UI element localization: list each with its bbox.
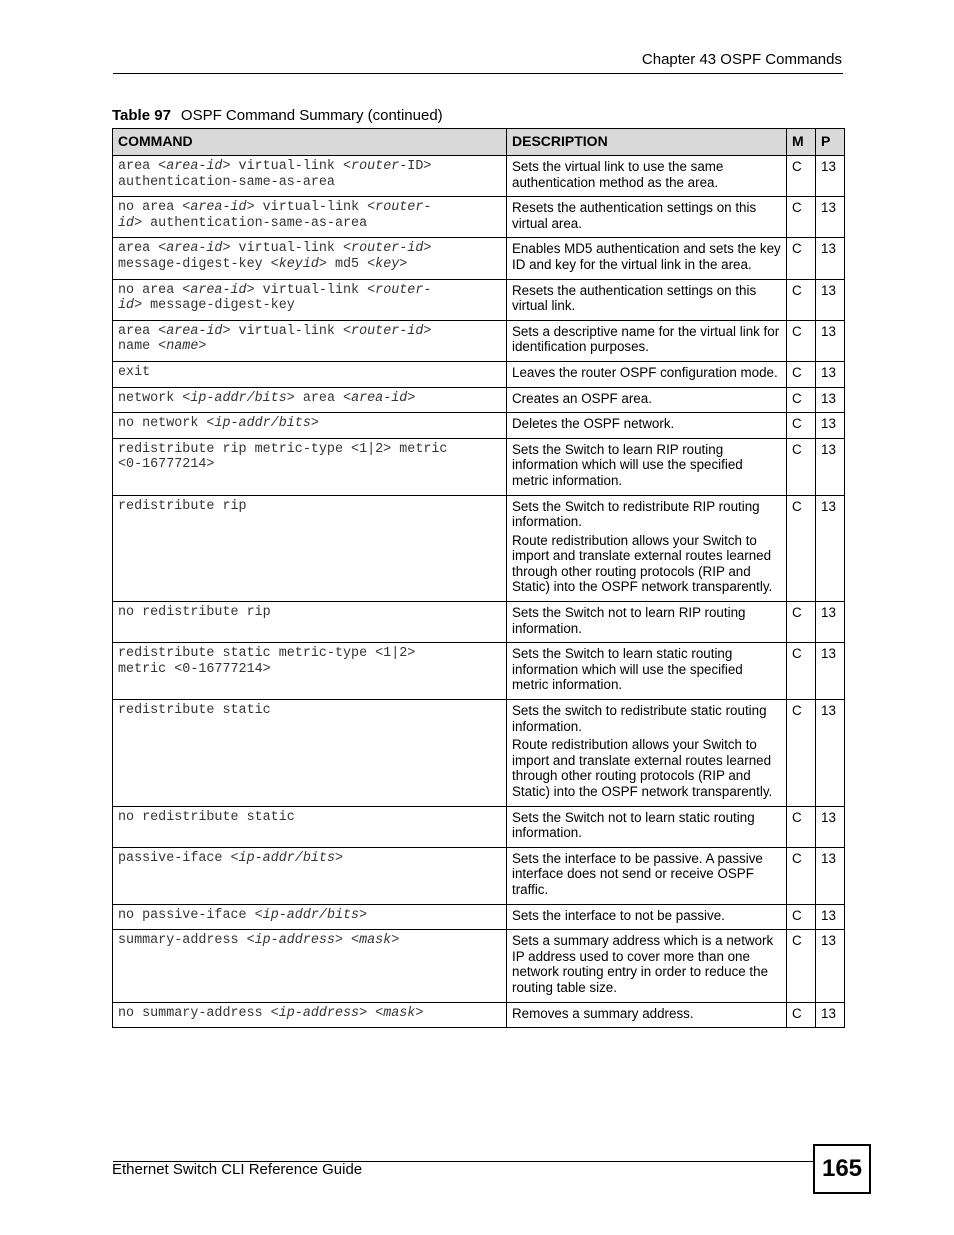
- command-text: redistribute rip: [118, 498, 247, 514]
- description-paragraph: Sets the virtual link to use the same authentication method as the area.: [512, 159, 724, 190]
- command-text: > virtual-link <: [246, 282, 376, 298]
- command-text: > <: [359, 1005, 384, 1021]
- description-cell: [507, 1002, 787, 1028]
- command-text: no network <: [118, 416, 215, 432]
- description-cell: [507, 279, 787, 320]
- description-cell: [507, 495, 787, 602]
- command-cell: [113, 361, 507, 387]
- command-parameter: area-id: [190, 282, 247, 298]
- command-text: no redistribute static: [118, 809, 295, 825]
- column-header-description: DESCRIPTION: [507, 129, 787, 156]
- command-cell: [113, 279, 507, 320]
- command-parameter: router-id: [351, 241, 424, 257]
- command-cell: [113, 320, 507, 361]
- table-row: [113, 930, 845, 1002]
- table-row: [113, 495, 845, 602]
- command-text: no passive-iface <: [118, 907, 263, 923]
- table-row: [113, 197, 845, 238]
- command-cell: [113, 438, 507, 495]
- command-parameter: mask: [383, 1005, 416, 1021]
- command-text: > <: [334, 933, 360, 949]
- description-paragraph: Sets the interface to be passive. A passive interface does not send or receive OSPF traffic.: [512, 850, 763, 897]
- command-cell: [113, 197, 507, 238]
- command-cell: [113, 495, 507, 602]
- mode-cell: C: [787, 413, 816, 439]
- privilege-cell: 13: [816, 904, 845, 930]
- command-parameter: name: [166, 339, 199, 355]
- description-paragraph: Sets the Switch to learn RIP routing information which will use the specified metric information.: [512, 441, 743, 488]
- privilege-cell: 13: [816, 806, 845, 847]
- command-text: no area <: [118, 200, 191, 216]
- command-cell: [113, 156, 507, 197]
- command-text: exit: [118, 364, 151, 380]
- description-paragraph: Route redistribution allows your Switch to import and translate external routes learned through other routing protocols (RIP and Static) into the OSPF network transparently.: [512, 737, 773, 799]
- privilege-cell: 13: [816, 1002, 845, 1028]
- command-text: area <: [118, 159, 167, 174]
- command-text: network <: [118, 390, 191, 406]
- table-row: [113, 320, 845, 361]
- command-text: > virtual-link <: [222, 241, 352, 257]
- command-cell: [113, 847, 507, 904]
- command-parameter: router- id: [118, 282, 432, 314]
- description-cell: [507, 806, 787, 847]
- privilege-cell: 13: [816, 643, 845, 700]
- mode-cell: C: [787, 930, 816, 1002]
- description-paragraph: Enables MD5 authentication and sets the key ID and key for the virtual link in the area.: [512, 241, 781, 272]
- description-cell: [507, 387, 787, 413]
- table-caption-text: OSPF Command Summary (continued): [180, 107, 443, 124]
- command-text: > virtual-link <: [222, 159, 352, 174]
- description-cell: [507, 197, 787, 238]
- description-paragraph: Sets the Switch to learn static routing information which will use the specified metric information.: [512, 646, 743, 693]
- description-cell: [507, 361, 787, 387]
- command-text: no summary-address <: [118, 1005, 279, 1021]
- privilege-cell: 13: [816, 361, 845, 387]
- table-row: [113, 847, 845, 904]
- description-paragraph: Creates an OSPF area.: [512, 390, 652, 406]
- table-row: [113, 387, 845, 413]
- description-paragraph: Sets the Switch not to learn static routing information.: [512, 809, 755, 841]
- command-parameter: ip-address: [254, 933, 335, 949]
- mode-cell: C: [787, 495, 816, 602]
- command-text: summary-address <: [118, 933, 255, 949]
- table-row: [113, 156, 845, 197]
- command-cell: [113, 413, 507, 439]
- command-text: >: [334, 850, 344, 866]
- command-parameter: router: [351, 159, 400, 174]
- command-parameter: mask: [359, 933, 392, 949]
- command-parameter: ip-addr/bits: [262, 907, 360, 923]
- privilege-cell: 13: [816, 387, 845, 413]
- command-text: > message-digest-key: [134, 298, 295, 314]
- description-paragraph: Deletes the OSPF network.: [512, 416, 675, 432]
- description-paragraph: Sets the switch to redistribute static routing information.: [512, 703, 767, 734]
- command-cell: [113, 904, 507, 930]
- description-paragraph: Sets the Switch not to learn RIP routing information.: [512, 605, 746, 636]
- command-text: no redistribute rip: [118, 605, 271, 621]
- mode-cell: C: [787, 438, 816, 495]
- table-body: [113, 156, 845, 1028]
- description-paragraph: Route redistribution allows your Switch to import and translate external routes learned through other routing protocols (RIP and Static) into the OSPF network transparently.: [512, 532, 773, 595]
- privilege-cell: 13: [816, 279, 845, 320]
- privilege-cell: 13: [816, 930, 845, 1002]
- command-text: redistribute static metric-type <1|2> metric <0-16777214>: [118, 646, 416, 677]
- command-text: > md5 <: [318, 256, 376, 272]
- table-row: [113, 643, 845, 700]
- privilege-cell: 13: [816, 197, 845, 238]
- mode-cell: C: [787, 238, 816, 279]
- table-row: [113, 413, 845, 439]
- description-cell: [507, 413, 787, 439]
- command-text: >: [359, 907, 368, 923]
- mode-cell: C: [787, 279, 816, 320]
- mode-cell: C: [787, 387, 816, 413]
- command-parameter: keyid: [278, 256, 319, 272]
- mode-cell: C: [787, 1002, 816, 1028]
- description-paragraph: Leaves the router OSPF configuration mode.: [512, 364, 778, 380]
- privilege-cell: 13: [816, 238, 845, 279]
- command-summary-table: [112, 128, 845, 1028]
- mode-cell: C: [787, 602, 816, 643]
- command-parameter: ip-addr/bits: [214, 416, 311, 432]
- column-header-p: P: [816, 129, 845, 156]
- description-cell: [507, 700, 787, 807]
- command-text: > virtual-link <: [246, 200, 376, 216]
- command-cell: [113, 643, 507, 700]
- description-cell: [507, 904, 787, 930]
- privilege-cell: 13: [816, 495, 845, 602]
- description-cell: [507, 156, 787, 197]
- table-header-row: [113, 129, 845, 156]
- command-text: > virtual-link <: [222, 323, 352, 339]
- command-text: -ID> authentication-same-as-area: [118, 159, 432, 190]
- table-caption: [112, 107, 443, 124]
- command-parameter: area-id: [190, 200, 247, 216]
- description-paragraph: Sets a descriptive name for the virtual link for identification purposes.: [512, 323, 780, 355]
- description-paragraph: Sets a summary address which is a network IP address used to cover more than one network routing entry in order to reduce the routing table size.: [512, 933, 774, 995]
- command-text: > name <: [118, 323, 432, 355]
- command-parameter: area-id: [351, 390, 408, 406]
- command-text: > area <: [286, 390, 352, 406]
- command-cell: [113, 930, 507, 1002]
- header-rule: [113, 73, 843, 74]
- mode-cell: C: [787, 904, 816, 930]
- privilege-cell: 13: [816, 438, 845, 495]
- command-parameter: router-id: [351, 323, 424, 339]
- column-header-command: COMMAND: [113, 129, 507, 156]
- description-paragraph: Sets the interface to not be passive.: [512, 907, 725, 923]
- table-row: [113, 806, 845, 847]
- command-cell: [113, 1002, 507, 1028]
- column-header-m: M: [787, 129, 816, 156]
- description-paragraph: Sets the Switch to redistribute RIP routing information.: [512, 498, 760, 530]
- table-caption-label: Table 97: [112, 107, 171, 124]
- page-number: 165: [813, 1144, 871, 1194]
- mode-cell: C: [787, 197, 816, 238]
- command-parameter: ip-addr/bits: [238, 850, 335, 866]
- table-row: [113, 361, 845, 387]
- privilege-cell: 13: [816, 700, 845, 807]
- table-row: [113, 700, 845, 807]
- command-text: redistribute rip metric-type <1|2> metric <0-16777214>: [118, 441, 448, 473]
- mode-cell: C: [787, 847, 816, 904]
- command-cell: [113, 806, 507, 847]
- mode-cell: C: [787, 156, 816, 197]
- description-cell: [507, 320, 787, 361]
- guide-title: Ethernet Switch CLI Reference Guide: [112, 1161, 363, 1178]
- command-text: >: [198, 339, 207, 355]
- privilege-cell: 13: [816, 602, 845, 643]
- mode-cell: C: [787, 320, 816, 361]
- command-text: area <: [118, 241, 167, 257]
- command-parameter: router- id: [118, 200, 432, 231]
- command-text: passive-iface <: [118, 850, 239, 866]
- mode-cell: C: [787, 806, 816, 847]
- description-cell: [507, 930, 787, 1002]
- chapter-title: Chapter 43 OSPF Commands: [641, 51, 842, 68]
- mode-cell: C: [787, 700, 816, 807]
- privilege-cell: 13: [816, 156, 845, 197]
- description-cell: [507, 643, 787, 700]
- table-row: [113, 238, 845, 279]
- command-parameter: area-id: [166, 241, 223, 257]
- privilege-cell: 13: [816, 413, 845, 439]
- command-cell: [113, 700, 507, 807]
- description-paragraph: Resets the authentication settings on this virtual area.: [512, 200, 757, 231]
- description-cell: [507, 438, 787, 495]
- command-parameter: ip-address: [278, 1005, 360, 1021]
- command-parameter: ip-addr/bits: [190, 390, 287, 406]
- command-cell: [113, 387, 507, 413]
- command-text: >: [391, 933, 400, 949]
- privilege-cell: 13: [816, 320, 845, 361]
- command-text: > authentication-same-as-area: [134, 215, 368, 231]
- command-text: >: [310, 416, 319, 432]
- command-cell: [113, 238, 507, 279]
- command-text: >: [415, 1005, 424, 1021]
- table-row: [113, 1002, 845, 1028]
- command-parameter: area-id: [166, 323, 223, 339]
- table-row: [113, 279, 845, 320]
- description-paragraph: Resets the authentication settings on this virtual link.: [512, 282, 757, 314]
- command-text: >: [407, 390, 416, 406]
- table-row: [113, 602, 845, 643]
- command-text: >: [399, 256, 408, 272]
- description-cell: [507, 238, 787, 279]
- command-text: area <: [118, 323, 167, 339]
- description-cell: [507, 602, 787, 643]
- command-text: > message-digest-key <: [118, 241, 432, 272]
- command-text: no area <: [118, 282, 191, 298]
- command-parameter: key: [375, 256, 400, 272]
- privilege-cell: 13: [816, 847, 845, 904]
- table-row: [113, 904, 845, 930]
- command-cell: [113, 602, 507, 643]
- command-parameter: area-id: [166, 159, 223, 174]
- mode-cell: C: [787, 361, 816, 387]
- description-paragraph: Removes a summary address.: [512, 1005, 694, 1021]
- description-cell: [507, 847, 787, 904]
- table-row: [113, 438, 845, 495]
- mode-cell: C: [787, 643, 816, 700]
- command-text: redistribute static: [118, 703, 271, 719]
